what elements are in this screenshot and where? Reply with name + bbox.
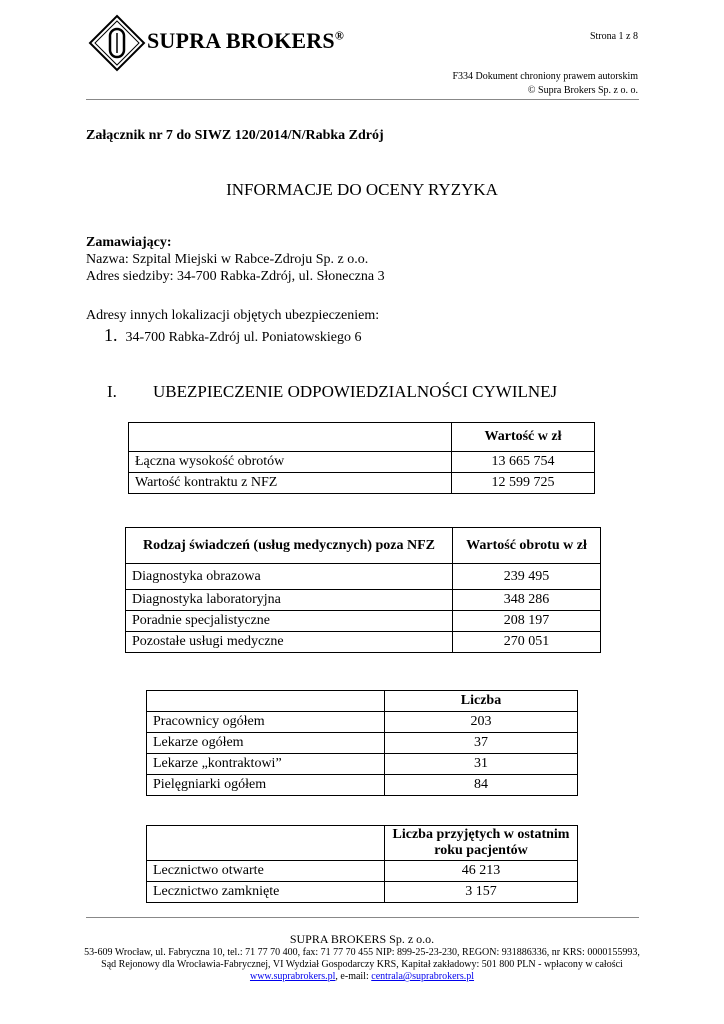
footer-address: 53-609 Wrocław, ul. Fabryczna 10, tel.: 71 77 70 400, fax: 71 77 70 455 NIP: 899-25-23-230, REGON: 931886336, nr KRS: 0000155993,: [84, 947, 640, 958]
website-link[interactable]: www.suprabrokers.pl: [249, 971, 336, 982]
annex-title: Załącznik nr 7 do SIWZ 120/2014/N/Rabka Zdrój: [86, 128, 384, 143]
table-row: Lekarze ogółem 37: [147, 733, 578, 754]
services-table: [125, 527, 601, 653]
footer-contacts: www.suprabrokers.pl, e-mail: centrala@suprabrokers.pl: [249, 971, 475, 982]
patients-table: [146, 825, 578, 903]
table-row: Diagnostyka laboratoryjna 348 286: [126, 590, 601, 611]
footer-court: Sąd Rejonowy dla Wrocławia-Fabrycznej, VI Wydział Gospodarczy KRS, Kapitał zakładowy: 501 800 PLN - wpłacony w całości: [101, 959, 623, 970]
table-row: Wartość kontraktu z NFZ 12 599 725: [129, 473, 595, 494]
brand-name: SUPRA BROKERS®: [147, 28, 344, 53]
document-title: INFORMACJE DO OCENY RYZYKA: [226, 180, 498, 199]
copyright-note: F334 Dokument chroniony prawem autorskim © Supra Brokers Sp. z o. o.: [452, 71, 638, 96]
client-name: Nazwa: Szpital Miejski w Rabce-Zdroju Sp. z o.o.: [86, 252, 369, 267]
table-row: Lecznictwo otwarte 46 213: [147, 861, 578, 882]
section-heading: I. UBEZPIECZENIE ODPOWIEDZIALNOŚCI CYWILNEJ: [107, 382, 558, 401]
client-address: Adres siedziby: 34-700 Rabka-Zdrój, ul. Słoneczna 3: [86, 269, 385, 284]
footer-company: SUPRA BROKERS Sp. z o.o.: [289, 932, 435, 946]
list-item: 1. 34-700 Rabka-Zdrój ul. Poniatowskiego 6: [104, 325, 362, 345]
logo-icon: [88, 14, 146, 72]
table-row: Poradnie specjalistyczne 208 197: [126, 611, 601, 632]
table-row: Lekarze „kontraktowi” 31: [147, 754, 578, 775]
table-row: Pracownicy ogółem 203: [147, 712, 578, 733]
table-row: Diagnostyka obrazowa 239 495: [126, 564, 601, 590]
table-row: Łączna wysokość obrotów 13 665 754: [129, 452, 595, 473]
email-link[interactable]: centrala@suprabrokers.pl: [371, 971, 475, 982]
table-header-row: Wartość w zł: [129, 423, 595, 452]
table-header-row: Rodzaj świadczeń (usług medycznych) poza NFZ Wartość obrotu w zł: [126, 528, 601, 564]
header-divider: [86, 99, 639, 100]
table-row: Pielęgniarki ogółem 84: [147, 775, 578, 796]
footer-divider: [86, 917, 639, 918]
table-row: Pozostałe usługi medyczne 270 051: [126, 632, 601, 653]
client-heading: Zamawiający:: [86, 235, 172, 250]
client-info: [86, 234, 385, 285]
footer: [0, 932, 724, 983]
table-header-row: Liczba przyjętych w ostatnim roku pacjentów: [147, 826, 578, 861]
table-row: Lecznictwo zamknięte 3 157: [147, 882, 578, 903]
other-locations-heading: Adresy innych lokalizacji objętych ubezpieczeniem:: [86, 308, 380, 323]
table-header-row: Liczba: [147, 691, 578, 712]
page-number: Strona 1 z 8: [589, 31, 638, 42]
staff-table: [146, 690, 578, 796]
turnover-table: [128, 422, 595, 494]
